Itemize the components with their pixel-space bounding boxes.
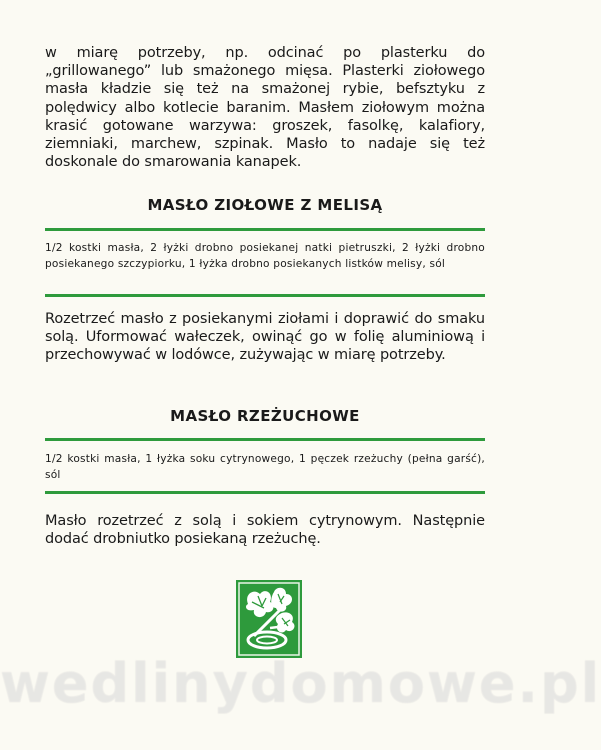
recipe-title-rzezucha: MASŁO RZEŻUCHOWE: [170, 407, 360, 425]
section-divider-top: [45, 438, 485, 441]
section-divider-top: [45, 228, 485, 231]
section-divider-bottom: [45, 294, 485, 297]
watermark: wedlinydomowe.pl: [0, 652, 601, 715]
ingredients-rzezucha: 1/2 kostki masła, 1 łyżka soku cytrynowego, 1 pęczek rzeżuchy (pełna garść), sól: [45, 453, 485, 481]
recipe-title-melisa: MASŁO ZIOŁOWE Z MELISĄ: [147, 196, 383, 214]
method-melisa: Rozetrzeć masło z posiekanymi ziołami i doprawić do smaku solą. Uformować wałeczek, owinąć go w folię aluminiową i przechowywać w lodówce, zużywając w miarę potrzeby.: [45, 311, 485, 364]
intro-paragraph: w miarę potrzeby, np. odcinać po plasterku do „grillowanego” lub smażonego mięsa. Plasterki ziołowego masła kładzie się też na smażonej rybie, befsztyku z polędwicy albo kotlecie baranim. Masłem ziołowym można krasić gotowane warzywa: groszek, fasolkę, kalafiory, ziemniaki, marchew, szpinak. Masło to nadaje się też doskonale do smarowania kanapek.: [45, 45, 485, 171]
method-rzezucha: Masło rozetrzeć z solą i sokiem cytrynowym. Następnie dodać drobniutko posiekaną rzeżuchę.: [45, 513, 485, 548]
section-divider-bottom: [45, 491, 485, 494]
ingredients-melisa: 1/2 kostki masła, 2 łyżki drobno posiekanej natki pietruszki, 2 łyżki drobno posiekanego szczypiorku, 1 łyżka drobno posiekanych listków melisy, sól: [45, 242, 485, 270]
herb-leaves-icon: [236, 580, 302, 658]
